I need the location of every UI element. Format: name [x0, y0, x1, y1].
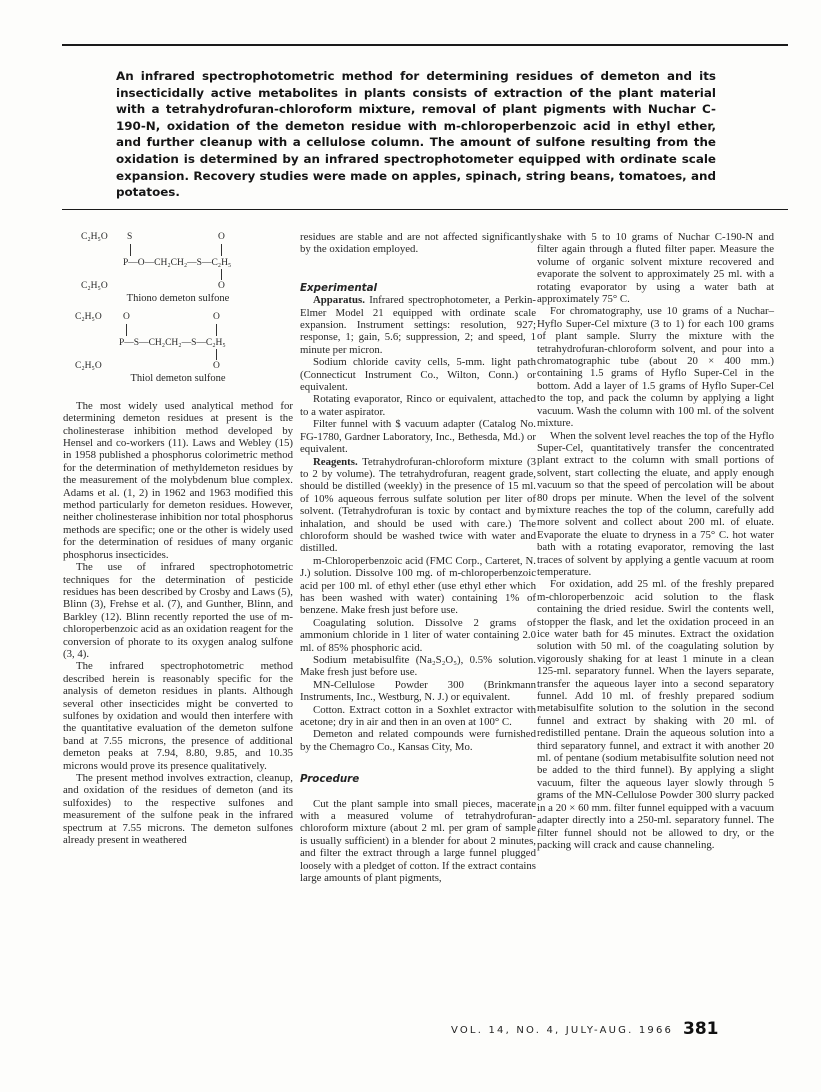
mid-rule	[62, 209, 788, 210]
paragraph: The most widely used analytical method for determining demeton residues at present is the cholinesterase inhibition method developed by Hensel and co-workers (11). Laws and Webley (15) in 1958 published a phosphorus colorimetric method for the determination of methyldemeton residues by the measurement of the molybdenum blue complex. Adams et al. (1, 2) in 1962 and 1963 modified this method particularly for demeton residues. However, neither cholinesterase inhibition nor total phosphorus methods are specific; one or the other is widely used for the determination of residues of many organic phosphorus insecticides.	[63, 399, 293, 561]
column-2	[300, 231, 536, 885]
bond-line	[130, 244, 131, 256]
paragraph: Filter funnel with $ vacuum adapter (Catalog No. FG-1780, Gardner Laboratory, Inc., Bethesda, Md.) or equivalent.	[300, 418, 536, 456]
paragraph: For oxidation, add 25 ml. of the freshly prepared m-chloroperbenzoic acid solution to the flask containing the dried residue. Swirl the contents well, stopper the flask, and let the oxidation proceed in an ice water bath for 45 minutes. Extract the oxidation solution with 50 ml. of the coagulating solution by vigorously shaking for at least 1 minute in a clean 125-ml. separatory funnel. When the layers separate, transfer the aqueous layer into a second separatory funnel. Add 10 ml. of freshly prepared sodium metabisulfite solution to the solution in the second funnel and extract by shaking with 20 ml. of redistilled pentane. Drain the aqueous solution into a third separatory funnel, and extract it with another 20 ml. of pentane (sodium metabisulfite solution need not be added to the third funnel). By applying a slight vacuum, filter the aqueous layer slowly through 5 grams of the MN-Cellulose Powder 300 slurry packed in a 20 × 60 mm. filter funnel equipped with a vacuum adapter directly into a 250-ml. separatory funnel. The filter funnel should not be allowed to dry, or the packing will crack and cause channeling.	[537, 578, 774, 851]
paragraph: The present method involves extraction, cleanup, and oxidation of the residues of demeton (and its sulfoxides) to the respective sulfones and measurement of the sulfone peak in the infrared spectrum at 7.55 microns. The demeton sulfones already present in weathered	[63, 772, 293, 847]
bond-line	[221, 244, 222, 256]
bond-line	[126, 324, 127, 336]
formula-atom: C₂H₅O	[75, 361, 102, 372]
paragraph: shake with 5 to 10 grams of Nuchar C-190-N and filter again through a fluted filter paper. Measure the volume of organic solvent mixture recovered and evaporate the solvent to approximately 25 ml. with a rotating evaporator by using a water bath at approximately 75° C.	[537, 231, 774, 306]
page-number: 381	[683, 1019, 719, 1039]
formula-chain: P—S—CH₂CH₂—S—C₂H₅	[119, 338, 226, 349]
formula-atom: O	[213, 312, 220, 323]
formula-chain: P—O—CH₂CH₂—S—C₂H₅	[123, 258, 232, 268]
paragraph	[300, 294, 536, 356]
section-heading-procedure: Procedure	[300, 773, 360, 786]
formula-atom: O	[218, 232, 225, 242]
abstract: An infrared spectrophotometric method for determining residues of demeton and its insecticidally active metabolites in plants consists of extraction of the plant material with a tetrahydrofuran-chloroform mixture, removal of plant pigments with Nuchar C-190-N, oxidation of the demeton residue with m-chloroperbenzoic acid in ethyl ether, and further cleanup with a cellulose column. The amount of sulfone resulting from the oxidation is determined by an infrared spectrophotometer equipped with ordinate scale expansion. Recovery studies were made on apples, spinach, string beans, tomatoes, and potatoes.	[116, 69, 716, 200]
subheading-apparatus: Apparatus.	[313, 294, 365, 307]
paragraph: residues are stable and are not affected significantly by the oxidation employed.	[300, 231, 536, 256]
paragraph: Rotating evaporator, Rinco or equivalent, attached to a water aspirator.	[300, 393, 536, 418]
column-1	[63, 231, 293, 846]
paragraph: Sodium metabisulfite (Na₂S₂O₅), 0.5% solution. Make fresh just before use.	[300, 654, 536, 679]
thiol-demeton-sulfone-formula	[63, 311, 293, 375]
paragraph: m-Chloroperbenzoic acid (FMC Corp., Carteret, N. J.) solution. Dissolve 100 mg. of m-chloroperbenzoic acid per 100 ml. of ethyl ether (use ethyl ether which has been washed with water) containing 1% of benzene. Make fresh just before use.	[300, 554, 536, 617]
paragraph: Demeton and related compounds were furnished by the Chemagro Co., Kansas City, Mo.	[300, 728, 536, 753]
bond-line	[216, 324, 217, 336]
journal-footer: VOL. 14, NO. 4, JULY-AUG. 1966	[451, 1025, 674, 1036]
paragraph: The use of infrared spectrophotometric techniques for the determination of pesticide residues has been described by Crosby and Laws (5), Blinn (3), Frehse et al. (7), and Gunther, Blinn, and Barkley (12). Blinn recently reported the use of m-chloroperbenzoic acid as an oxidation reagent for the conversion of phorate to its oxygen analog sulfone (3, 4).	[63, 561, 293, 660]
top-rule	[62, 44, 788, 46]
column-3	[537, 231, 774, 851]
figure-caption: Thiol demeton sulfone	[130, 373, 226, 385]
paragraph: The infrared spectrophotometric method described herein is reasonably specific for the analysis of demeton residues in plants. Although several other insecticides might be converted to sulfones by oxidation and would then interfere with the quantitative evaluation of the demeton sulfone band at 7.55 microns, the presence of additional demeton peaks at 7.94, 8.80, 9.85, and 10.35 microns would prove its presence qualitatively.	[63, 660, 293, 772]
formula-atom: C₂H₅O	[81, 232, 108, 242]
subheading-reagents: Reagents.	[313, 455, 358, 468]
bond-line	[216, 349, 217, 360]
formula-atom: O	[218, 281, 225, 291]
thiono-demeton-sulfone-formula	[63, 231, 293, 295]
formula-atom: O	[123, 312, 130, 323]
paragraph-text: Tetrahydrofuran-chloroform mixture (3 to 2 by volume). The tetrahydrofuran, reagent grade, should be distilled (weekly) in the presence of 15 ml. of 10% aqueous ferrous sulfate solution per liter of solvent. (Tetrahydrofuran is toxic by contact and by inhalation, and should be used with care.) The chloroform should be washed twice with water and distilled.	[300, 455, 536, 555]
paragraph: MN-Cellulose Powder 300 (Brinkmann Instruments, Inc., Westburg, N. J.) or equivalent.	[300, 678, 536, 704]
formula-atom: O	[213, 361, 220, 372]
paragraph-text: Infrared spectrophotometer, a Perkin-Elmer Model 21 equipped with ordinate scale expansion. Instrument settings: resolution, 927; response, 1; gain, 5.6; suppression, 2; and speed, 1 minute per micron.	[300, 294, 536, 356]
formula-atom: C₂H₅O	[81, 281, 108, 291]
section-heading-experimental: Experimental	[300, 281, 378, 294]
paragraph: Cotton. Extract cotton in a Soxhlet extractor with acetone; dry in air and then in an oven at 100° C.	[300, 703, 536, 729]
paragraph: Coagulating solution. Dissolve 2 grams of ammonium chloride in 1 liter of water containing 2.0 ml. of 85% phosphoric acid.	[300, 616, 536, 654]
paragraph	[300, 456, 536, 555]
formula-atom: S	[127, 232, 133, 242]
formula-atom: C₂H₅O	[75, 312, 102, 323]
paragraph: For chromatography, use 10 grams of a Nuchar–Hyflo Super-Cel mixture (3 to 1) for each 100 grams of plant sample. Slurry the mixture with the tetrahydrofuran-chloroform solvent, and pour into a chromatographic tube (about 20 × 400 mm.) containing 1.5 grams of Hyflo Super-Cel in the bottom. Add a layer of 1.5 grams of Hyflo Super-Cel to the top, and pack the column by applying a light vacuum. Wash the column with 100 ml. of the solvent mixture.	[537, 305, 774, 430]
paragraph: Sodium chloride cavity cells, 5-mm. light path (Connecticut Instrument Co., Wilton, Conn.) or equivalent.	[300, 356, 536, 394]
paragraph: When the solvent level reaches the top of the Hyflo Super-Cel, quantitatively transfer the concentrated plant extract to the column with small portions of solvent, start collecting the eluate, and apply enough vacuum so that the speed of percolation will be about 80 drops per minute. When the level of the solvent mixture reaches the top of the column, carefully add more solvent and collect about 200 ml. of eluate. Evaporate the eluate to dryness in a 75° C. hot water bath with a rotating evaporator, removing the last traces of solvent by applying a gentle vacuum at room temperature.	[537, 429, 774, 578]
bond-line	[221, 269, 222, 280]
paragraph: Cut the plant sample into small pieces, macerate with a measured volume of tetrahydrofuran-chloroform mixture (about 2 ml. per gram of sample is usually sufficient) in a blender for about 2 minutes, and filter the extract through a large funnel plugged loosely with a pledget of cotton. If the extract contains large amounts of plant pigments,	[300, 797, 536, 885]
figure-caption: Thiono demeton sulfone	[126, 293, 230, 304]
